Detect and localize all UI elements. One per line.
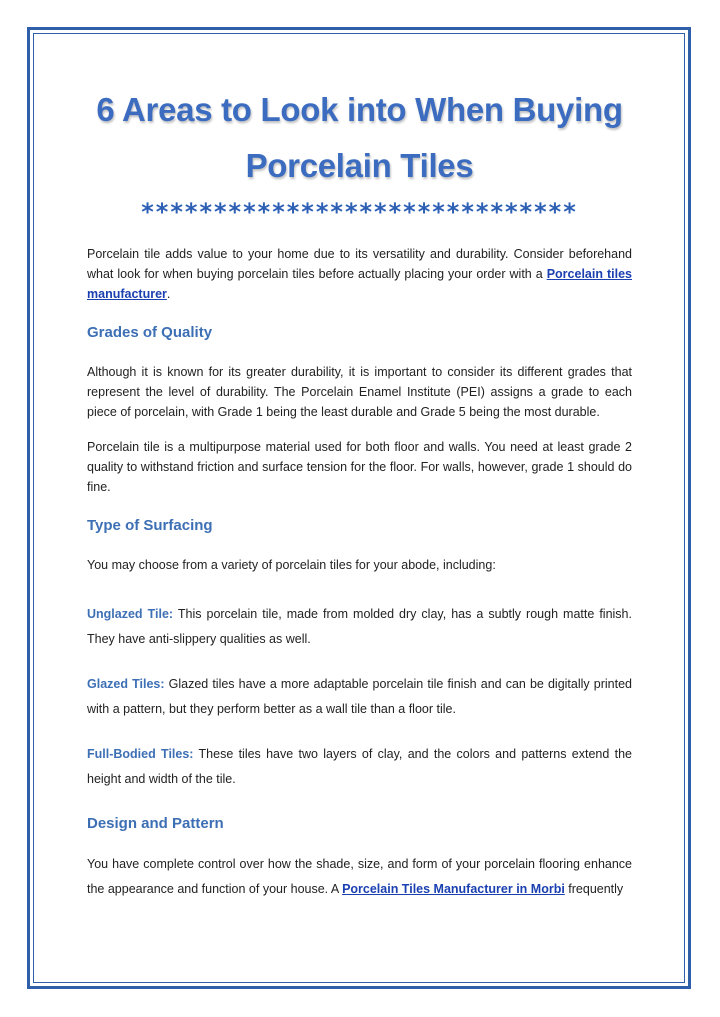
surfacing-intro: You may choose from a variety of porcelain tiles for your abode, including: [87, 558, 496, 572]
surfacing-item-glazed [87, 672, 632, 722]
term-full-bodied-tiles: Full-Bodied Tiles: [87, 747, 194, 761]
document-content [87, 82, 632, 902]
quality-paragraph-1: Although it is known for its greater durability, it is important to consider its different grades that represent the level of durability. The Porcelain Enamel Institute (PEI) assigns a grade to each piece of porcelain, with Grade 1 being the least durable and Grade 5 being the most durable. [87, 365, 632, 419]
heading-type-of-surfacing: Type of Surfacing [87, 517, 213, 534]
heading-design-and-pattern: Design and Pattern [87, 815, 224, 832]
surfacing-item-unglazed [87, 602, 632, 652]
page-title: 6 Areas to Look into When Buying Porcelain Tiles [96, 91, 623, 184]
intro-paragraph [87, 244, 632, 304]
design-paragraph [87, 852, 632, 902]
full-bodied-tiles-text: These tiles have two layers of clay, and the colors and patterns extend the height and width of the tile. [87, 747, 632, 786]
title-divider-stars: ****************************** [141, 198, 578, 226]
quality-paragraph-2: Porcelain tile is a multipurpose material used for both floor and walls. You need at least grade 2 quality to withstand friction and surface tension for the floor. For walls, however, grade 1 should do fine. [87, 440, 632, 494]
unglazed-tile-text: This porcelain tile, made from molded dry clay, has a subtly rough matte finish. They have anti-slippery qualities as well. [87, 607, 632, 646]
porcelain-tiles-manufacturer-link[interactable]: Porcelain tiles manufacturer [87, 267, 632, 301]
term-unglazed-tile: Unglazed Tile: [87, 607, 174, 621]
surfacing-item-full-bodied [87, 742, 632, 792]
heading-grades-of-quality: Grades of Quality [87, 324, 213, 341]
porcelain-tiles-manufacturer-morbi-link[interactable]: Porcelain Tiles Manufacturer in Morbi [342, 882, 565, 896]
glazed-tiles-text: Glazed tiles have a more adaptable porcelain tile finish and can be digitally printed with a pattern, but they perform better as a wall tile than a floor tile. [87, 677, 632, 716]
term-glazed-tiles: Glazed Tiles: [87, 677, 165, 691]
intro-text-end: . [166, 287, 171, 301]
intro-text: Porcelain tile adds value to your home due to its versatility and durability. Consider beforehand what look for when buying porcelain tiles before actually placing your order with a [87, 247, 632, 281]
design-text: You have complete control over how the shade, size, and form of your porcelain flooring enhance the appearance and function of your house. A [87, 857, 632, 896]
design-text-end: frequently [564, 882, 624, 896]
